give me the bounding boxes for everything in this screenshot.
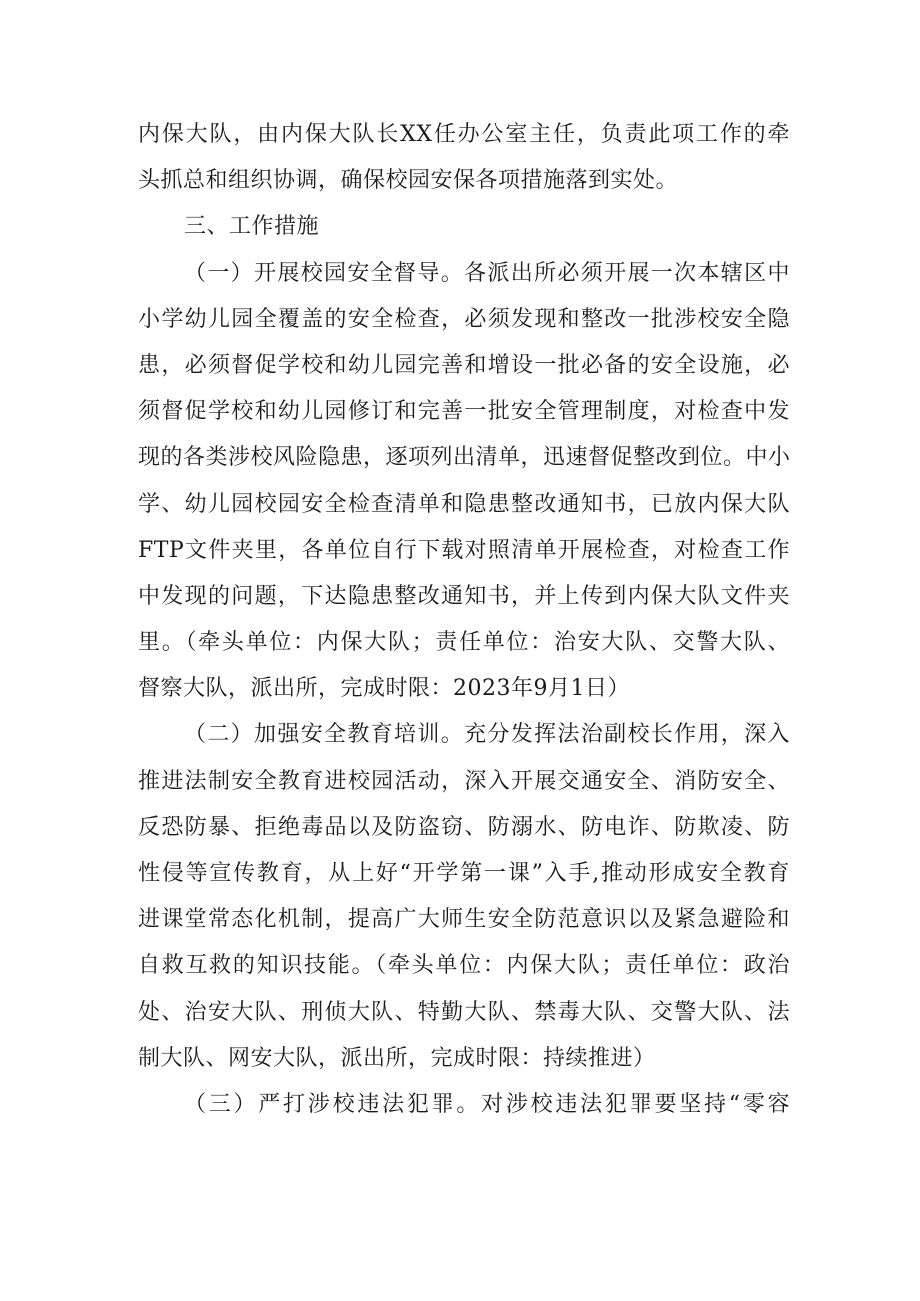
text-line: 学、幼儿园校园安全检查清单和隐患整改通知书，已放内保大队 [138,491,790,517]
text-line: 小学幼儿园全覆盖的安全检查，必须发现和整改一批涉校安全隐 [138,306,790,332]
text-line: FTP文件夹里，各单位自行下载对照清单开展检查，对检查工作 [138,537,790,563]
paragraph-first-line: 三、工作措施 [184,214,320,240]
body-text [138,112,790,1128]
paragraph-first-line: （二）加强安全教育培训。充分发挥法治副校长作用，深入 [184,722,790,748]
text-line: 里。（牵头单位：内保大队；责任单位：治安大队、交警大队、 [138,630,790,656]
paragraph-first-line: （一）开展校园安全督导。各派出所必须开展一次本辖区中 [184,260,790,286]
text-line: 进课堂常态化机制，提高广大师生安全防范意识以及紧急避险和 [138,907,790,933]
text-line: 处、治安大队、刑侦大队、特勤大队、禁毒大队、交警大队、法 [138,999,790,1025]
text-line: 头抓总和组织协调，确保校园安保各项措施落到实处。 [138,168,679,194]
text-line: 患，必须督促学校和幼儿园完善和增设一批必备的安全设施，必 [138,352,790,378]
text-line: 内保大队，由内保大队长XX任办公室主任，负责此项工作的牵 [138,122,790,147]
text-line: 反恐防暴、拒绝毒品以及防盗窃、防溺水、防电诈、防欺凌、防 [138,814,790,840]
text-line: 现的各类涉校风险隐患，逐项列出清单，迅速督促整改到位。中小 [138,445,791,471]
paragraph-first-line: （三）严打涉校违法犯罪。对涉校违法犯罪要坚持“零容 [184,1091,790,1117]
text-line: 督察大队，派出所，完成时限：2023年9月1日） [138,676,630,702]
text-line: 推进法制安全教育进校园活动，深入开展交通安全、消防安全、 [138,768,790,794]
text-line: 性侵等宣传教育，从上好“开学第一课”入手,推动形成安全教育 [138,861,790,886]
text-line: 须督促学校和幼儿园修订和完善一批安全管理制度，对检查中发 [138,399,790,425]
text-line: 制大队、网安大队，派出所，完成时限：持续推进） [138,1045,656,1071]
text-line: 自救互救的知识技能。（牵头单位：内保大队；责任单位：政治 [138,953,790,979]
text-line: 中发现的问题，下达隐患整改通知书，并上传到内保大队文件夹 [138,583,790,609]
